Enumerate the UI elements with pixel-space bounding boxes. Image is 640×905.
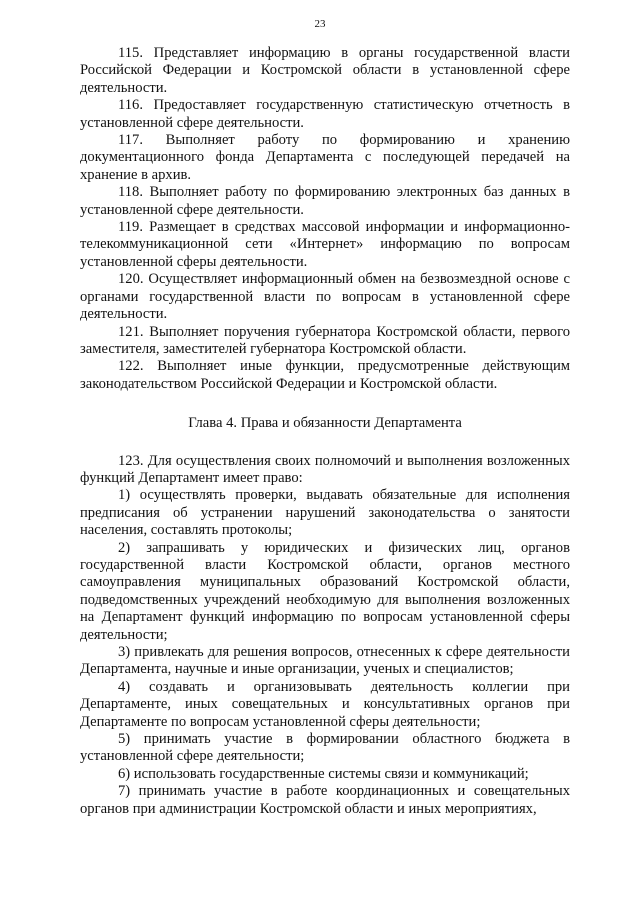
paragraph-116: 116. Предоставляет государственную статистическую отчетность в установленной сфере деятельности. bbox=[80, 97, 570, 131]
list-item-5: 5) принимать участие в формировании областного бюджета в установленной сфере деятельности; bbox=[80, 731, 570, 765]
paragraph-123: 123. Для осуществления своих полномочий и выполнения возложенных функций Департамент имеет право: bbox=[80, 452, 570, 486]
page-content bbox=[80, 45, 570, 818]
paragraph-120: 120. Осуществляет информационный обмен на безвозмездной основе с органами государственной власти по вопросам в установленной сфере деятельности. bbox=[80, 271, 570, 323]
paragraph-119: 119. Размещает в средствах массовой информации и информационно-телекоммуникационной сети «Интернет» информацию по вопросам установленной сферы деятельности. bbox=[80, 219, 570, 270]
paragraph-117: 117. Выполняет работу по формированию и хранению документационного фонда Департамента с последующей передачей на хранение в архив. bbox=[80, 132, 570, 183]
page-number: 23 bbox=[314, 18, 326, 30]
list-item-6: 6) использовать государственные системы связи и коммуникаций; bbox=[118, 765, 529, 782]
list-item-1: 1) осуществлять проверки, выдавать обязательные для исполнения предписания об устранении нарушений законодательства о занятости населения, составлять протоколы; bbox=[80, 487, 570, 539]
paragraph-115: 115. Представляет информацию в органы государственной власти Российской Федерации и Костромской области в установленной сфере деятельности. bbox=[80, 45, 570, 96]
paragraph-121: 121. Выполняет поручения губернатора Костромской области, первого заместителя, заместителей губернатора Костромской области. bbox=[80, 323, 570, 357]
list-item-2: 2) запрашивать у юридических и физических лиц, органов государственной власти Костромской области, органов местного самоуправления муниципальных образований Костромской области, подведомственных учреждений необходимую для выполнения возложенных на Департамент функций информацию по вопросам установленной сферы деятельности; bbox=[80, 539, 570, 643]
list-item-3: 3) привлекать для решения вопросов, отнесенных к сфере деятельности Департамента, научные и иные организации, ученых и специалистов; bbox=[80, 644, 570, 678]
paragraph-122: 122. Выполняет иные функции, предусмотренные действующим законодательством Российской Федерации и Костромской области. bbox=[80, 358, 570, 392]
list-item-7: 7) принимать участие в работе координационных и совещательных органов при администрации Костромской области и иных мероприятиях, bbox=[80, 783, 570, 817]
chapter-title: Глава 4. Права и обязанности Департамента bbox=[188, 415, 462, 432]
list-item-4: 4) создавать и организовывать деятельность коллегии при Департаменте, иных совещательных и консультативных органов при Департаменте по вопросам установленной сферы деятельности; bbox=[80, 678, 570, 730]
paragraph-118: 118. Выполняет работу по формированию электронных баз данных в установленной сфере деятельности. bbox=[80, 184, 570, 218]
